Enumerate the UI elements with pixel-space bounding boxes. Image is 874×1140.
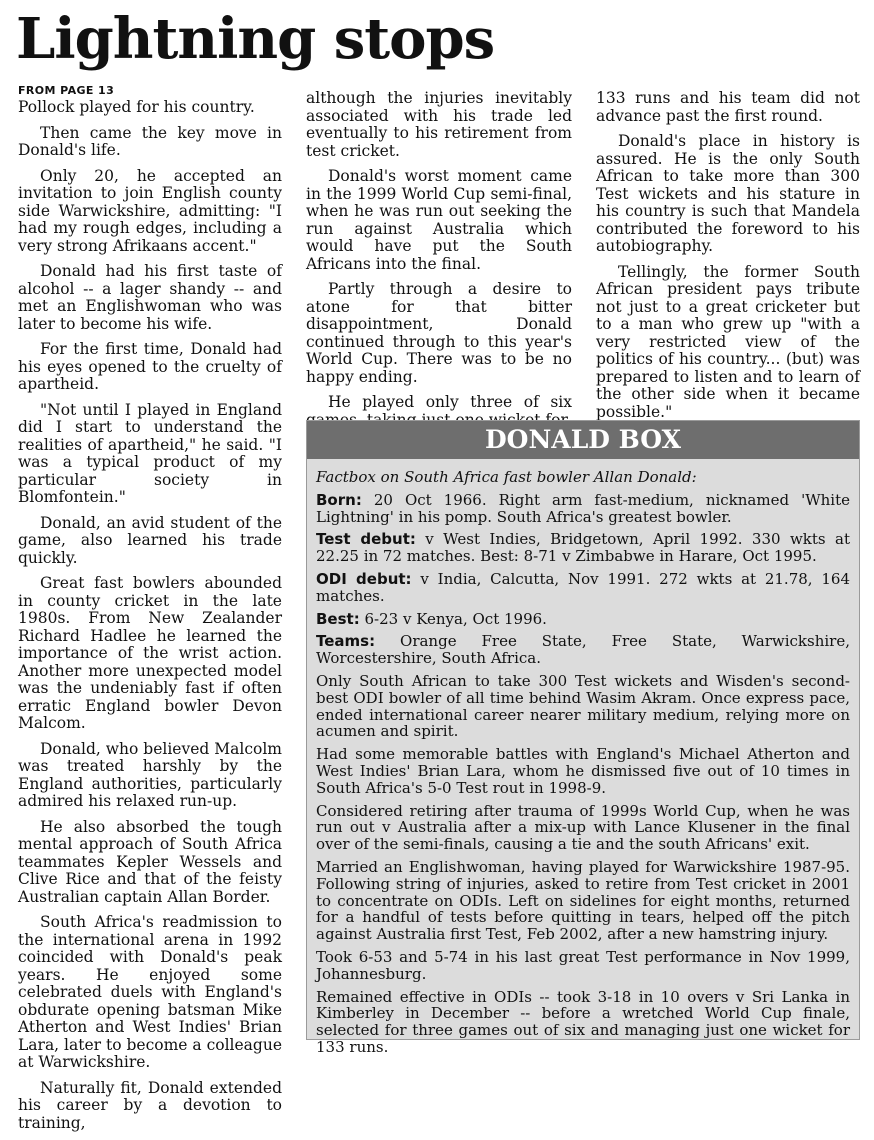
test-debut-text: v West Indies, Bridgetown, April 1992. 330 wkts at 22.25 in 72 matches. Best: 8-71 v Zimbabwe in Harare, Oct 1995. — [316, 530, 850, 566]
paragraph: He played only three of six — [328, 393, 572, 411]
teams-label: Teams: — [316, 632, 376, 651]
factbox-paragraph: Considered retiring after trauma of 1999s World Cup, when he was run out v Australia after a mix-up with Lance Klusener in the final over of the semi-finals, causing a tie and the south Africans' exit. — [316, 801, 850, 854]
paragraph: 133 runs and his team did not advance past the first round. — [596, 89, 860, 125]
article-column-1 — [18, 84, 282, 1140]
article-column-3 — [596, 90, 860, 429]
paragraph: Donald, who believed Malcolm was treated harshly by the England authorities, particularly admired his relaxed run-up. — [18, 739, 282, 810]
paragraph: Donald's worst moment came in the 1999 World Cup semi-final, when he was run out seeking the run against Australia which would have put the South Africans into the final. — [306, 167, 572, 273]
paragraph: Then came the key move in Donald's life. — [18, 123, 282, 159]
paragraph: Only 20, he accepted an invitation to join English county side Warwickshire, admitting: "I had my rough edges, including a very strong Afrikaans accent." — [18, 166, 282, 255]
paragraph: Great fast bowlers abounded in county cricket in the late 1980s. From New Zealander Richard Hadlee he learned the importance of the wrist action. Another more unexpected model was the undeniably fast if often erratic England bowler Devon Malcom. — [18, 574, 282, 732]
paragraph: Donald's place in history is assured. He is the only South African to take more than 300 Test wickets and his stature in his country is such that Mandela contributed the foreword to his autobiography. — [596, 132, 860, 255]
odi-debut-label: ODI debut: — [316, 569, 412, 588]
factbox-best — [316, 611, 850, 628]
factbox-paragraph: Had some memorable battles with England's Michael Atherton and West Indies' Brian Lara, whom he dismissed five out of 10 times in South Africa's 5-0 Test rout in 1998-9. — [316, 745, 850, 797]
factbox-title: DONALD BOX — [307, 421, 859, 459]
odi-debut-text: v India, Calcutta, Nov 1991. 272 wkts at 21.78, 164 matches. — [316, 569, 850, 605]
paragraph: Donald, an avid student of the game, also learned his trade quickly. — [18, 513, 282, 567]
paragraph: "Not until I played in England did I start to understand the realities of apartheid," he said. "I was a typical product of my particular society in Blomfontein." — [18, 400, 282, 506]
paragraph: Pollock played for his country. — [18, 98, 255, 116]
factbox-born — [316, 492, 850, 526]
born-text: 20 Oct 1966. Right arm fast-medium, nicknamed 'White Lightning' in his pomp. South Africa's greatest bowler. — [316, 490, 850, 526]
factbox-paragraph: Married an Englishwoman, having played for Warwickshire 1987-95. Following string of injuries, asked to retire from Test cricket in 2001 to concentrate on ODIs. Left on sidelines for eight months, returned for a handful of tests before quitting in tears, helped off the pitch against Australia first Test, Feb 2002, after a new hamstring injury. — [316, 857, 850, 944]
factbox-teams — [316, 633, 850, 667]
factbox-intro: Factbox on South Africa fast bowler Allan Donald: — [316, 468, 697, 486]
paragraph: although the injuries inevitably associated with his trade led eventually to his retirement from test cricket. — [306, 89, 572, 160]
factbox-odi-debut — [316, 571, 850, 605]
born-label: Born: — [316, 490, 362, 509]
article-column-2 — [306, 90, 572, 437]
test-debut-label: Test debut: — [316, 530, 416, 549]
paragraph: Partly through a desire to atone for that bitter disappointment, Donald continued through to this year's World Cup. There was to be no happy ending. — [306, 280, 572, 386]
best-text: 6-23 v Kenya, Oct 1996. — [364, 609, 547, 628]
paragraph: Naturally fit, Donald extended his career by a devotion to training, — [18, 1078, 282, 1132]
paragraph: For the first time, Donald had his eyes opened to the cruelty of apartheid. — [18, 340, 282, 393]
from-page-label: FROM PAGE 13 — [18, 84, 115, 97]
paragraph: Tellingly, the former South African president pays tribute not just to a great cricketer but to a man who grew up "with a very restricted view of the politics of his country... (but) was prepared to listen and to learn of the other side when it became possible." — [596, 262, 860, 421]
factbox-body — [307, 459, 859, 1056]
factbox-paragraph: Remained effective in ODIs -- took 3-18 in 10 overs v Sri Lanka in Kimberley in December -- before a wretched World Cup finale, selected for three games out of six and managing just one wicket for 133 runs. — [316, 987, 850, 1056]
factbox-paragraph: Took 6-53 and 5-74 in his last great Test performance in Nov 1999, Johannesburg. — [316, 947, 850, 983]
factbox-test-debut — [316, 531, 850, 565]
paragraph: South Africa's readmission to the international arena in 1992 coincided with Donald's peak years. He enjoyed some celebrated duels with England's obdurate opening batsman Mike Atherton and West Indies' Brian Lara, later to become a colleague at Warwickshire. — [18, 913, 282, 1071]
paragraph: He also absorbed the tough mental approach of South Africa teammates Kepler Wessels and Clive Rice and that of the feisty Australian captain Allan Border. — [18, 817, 282, 906]
best-label: Best: — [316, 609, 360, 628]
factbox — [306, 420, 860, 1056]
factbox-paragraph: Only South African to take 300 Test wickets and Wisden's second-best ODI bowler of all time behind Wasim Akram. Once express pace, ended international career nearer military medium, relying more on acumen and spirit. — [316, 671, 850, 741]
headline: Lightning stops — [16, 6, 495, 72]
teams-text: Orange Free State, Free State, Warwickshire, Worcestershire, South Africa. — [316, 632, 850, 668]
paragraph: Donald had his first taste of alcohol -- a lager shandy -- and met an Englishwoman who was later to become his wife. — [18, 262, 282, 333]
